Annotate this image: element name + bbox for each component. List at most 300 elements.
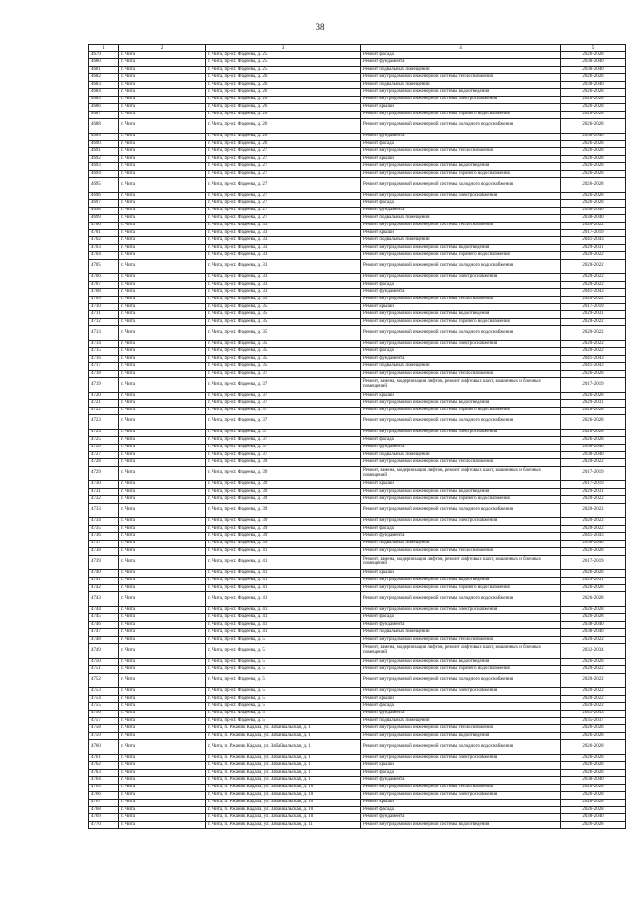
row-number: 4756 [89,710,119,717]
row-number: 4681 [89,66,119,73]
row-number: 4700 [89,222,119,229]
period-cell: 2020-2022 [561,259,626,274]
work-type-cell: Ремонт подвальных помещений [361,540,561,547]
address-cell: г. Чита, пр-кт. Фадеева, д. 41 [206,548,361,555]
table-row [89,695,626,702]
city-cell: г. Чита [119,429,206,436]
table-row [89,732,626,739]
row-number: 4727 [89,451,119,458]
row-number: 4693 [89,163,119,170]
period-cell: 2026-2028 [561,821,626,828]
period-cell: 2020-2022 [561,666,626,673]
work-type-cell: Ремонт внутридомовой инженерной системы горячего водоснабжения [361,407,561,414]
row-number: 4735 [89,525,119,532]
table-row [89,318,626,325]
row-number: 4716 [89,355,119,362]
work-type-cell: Ремонт подвальных помещений [361,718,561,725]
work-type-cell: Ремонт внутридомовой инженерной системы холодного водоснабжения [361,503,561,518]
period-cell: 2026-2028 [561,170,626,177]
work-type-cell: Ремонт подвальных помещений [361,66,561,73]
table-row [89,629,626,636]
city-cell: г. Чита [119,444,206,451]
city-cell: г. Чита [119,784,206,791]
table-row [89,170,626,177]
period-cell: 2026-2028 [561,155,626,162]
address-cell: г. Чита, п. Ржаник Кадала, ул. Забайкальская, д. 1 [206,769,361,776]
city-cell: г. Чита [119,732,206,739]
period-cell: 2038-2040 [561,81,626,88]
table-header-row [89,45,626,52]
table-row [89,621,626,628]
period-cell: 2020-2022 [561,459,626,466]
column-header: 4 [361,45,561,52]
row-number: 4725 [89,437,119,444]
table-row [89,548,626,555]
city-cell: г. Чита [119,148,206,155]
city-cell: г. Чита [119,548,206,555]
work-type-cell: Ремонт внутридомовой инженерной системы теплоснабжения [361,784,561,791]
row-number: 4760 [89,740,119,755]
address-cell: г. Чита, пр-кт. Фадеева, д. 5 [206,636,361,643]
row-number: 4743 [89,592,119,607]
city-cell: г. Чита [119,96,206,103]
table-row [89,799,626,806]
period-cell: 2038-2040 [561,215,626,222]
period-cell: 2026-2028 [561,200,626,207]
address-cell: г. Чита, пр-кт. Фадеева, д. 41 [206,555,361,570]
city-cell: г. Чита [119,252,206,259]
work-type-cell: Ремонт, замена, модернизация лифтов, ремонт лифтовых шахт, машинных и блочных помещений [361,644,561,659]
row-number: 4707 [89,281,119,288]
city-cell: г. Чита [119,111,206,118]
city-cell: г. Чита [119,754,206,761]
address-cell: г. Чита, п. Ржаник Кадала, ул. Забайкальская, д. 10 [206,806,361,813]
row-number: 4758 [89,725,119,732]
city-cell: г. Чита [119,363,206,370]
table-row [89,740,626,755]
table-row [89,200,626,207]
address-cell: г. Чита, пр-кт. Фадеева, д. 5 [206,666,361,673]
work-type-cell: Ремонт фундамента [361,59,561,66]
page-number: 38 [315,22,325,32]
work-type-cell: Ремонт внутридомовой инженерной системы электроснабжения [361,518,561,525]
table-row [89,658,626,665]
address-cell: г. Чита, пр-кт. Фадеева, д. 27 [206,163,361,170]
table-row [89,577,626,584]
row-number: 4729 [89,466,119,481]
period-cell: 2038-2040 [561,621,626,628]
table-row [89,821,626,828]
period-cell: 2038-2040 [561,66,626,73]
city-cell: г. Чита [119,163,206,170]
address-cell: г. Чита, пр-кт. Фадеева, д. 5 [206,718,361,725]
period-cell: 2020-2022 [561,673,626,688]
row-number: 4741 [89,577,119,584]
work-type-cell: Ремонт крыши [361,392,561,399]
address-cell: г. Чита, пр-кт. Фадеева, д. 37 [206,370,361,377]
city-cell: г. Чита [119,555,206,570]
work-type-cell: Ремонт внутридомовой инженерной системы холодного водоснабжения [361,415,561,430]
address-cell: г. Чита, пр-кт. Фадеева, д. 39 [206,518,361,525]
address-cell: г. Чита, пр-кт. Фадеева, д. 35 [206,363,361,370]
period-cell: 2026-2028 [561,104,626,111]
table-row [89,459,626,466]
address-cell: г. Чита, пр-кт. Фадеева, д. 35 [206,340,361,347]
period-cell: 2020-2022 [561,281,626,288]
work-type-cell: Ремонт внутридомовой инженерной системы водоотведения [361,732,561,739]
table-row [89,636,626,643]
period-cell: 2041-2043 [561,363,626,370]
row-number: 4691 [89,148,119,155]
period-cell: 2038-2040 [561,207,626,214]
period-cell: 2020-2022 [561,688,626,695]
city-cell: г. Чита [119,725,206,732]
address-cell: г. Чита, пр-кт. Фадеева, д. 27 [206,200,361,207]
work-type-cell: Ремонт фундамента [361,814,561,821]
table-row [89,118,626,133]
table-row [89,222,626,229]
work-type-cell: Ремонт внутридомовой инженерной системы горячего водоснабжения [361,666,561,673]
address-cell: г. Чита, пр-кт. Фадеева, д. 37 [206,392,361,399]
period-cell: 2026-2028 [561,614,626,621]
work-type-cell: Ремонт фундамента [361,777,561,784]
work-type-cell: Ремонт внутридомовой инженерной системы теплоснабжения [361,548,561,555]
row-number: 4706 [89,274,119,281]
work-type-cell: Ремонт внутридомовой инженерной системы водоотведения [361,400,561,407]
table-row [89,488,626,495]
table-row [89,237,626,244]
row-number: 4698 [89,207,119,214]
table-row [89,466,626,481]
table-row [89,792,626,799]
row-number: 4719 [89,378,119,393]
row-number: 4763 [89,769,119,776]
period-cell: 2035-2037 [561,718,626,725]
table-row [89,725,626,732]
address-cell: г. Чита, п. Ржаник Кадала, ул. Забайкальская, д. 1 [206,732,361,739]
city-cell: г. Чита [119,592,206,607]
table-row [89,644,626,659]
row-number: 4683 [89,81,119,88]
address-cell: г. Чита, пр-кт. Фадеева, д. 37 [206,437,361,444]
address-cell: г. Чита, п. Ржаник Кадала, ул. Забайкальская, д. 1 [206,740,361,755]
row-number: 4745 [89,614,119,621]
address-cell: г. Чита, пр-кт. Фадеева, д. 26 [206,96,361,103]
city-cell: г. Чита [119,577,206,584]
city-cell: г. Чита [119,792,206,799]
period-cell: 2038-2040 [561,814,626,821]
address-cell: г. Чита, пр-кт. Фадеева, д. 26 [206,104,361,111]
work-type-cell: Ремонт внутридомовой инженерной системы холодного водоснабжения [361,326,561,341]
address-cell: г. Чита, пр-кт. Фадеева, д. 35 [206,355,361,362]
city-cell: г. Чита [119,59,206,66]
city-cell: г. Чита [119,740,206,755]
row-number: 4736 [89,533,119,540]
period-cell: 2026-2028 [561,592,626,607]
address-cell: г. Чита, пр-кт. Фадеева, д. 35 [206,348,361,355]
work-type-cell: Ремонт внутридомовой инженерной системы электроснабжения [361,340,561,347]
city-cell: г. Чита [119,81,206,88]
period-cell: 2041-2043 [561,289,626,296]
table-row [89,769,626,776]
work-type-cell: Ремонт фундамента [361,355,561,362]
table-row [89,555,626,570]
address-cell: г. Чита, пр-кт. Фадеева, д. 25 [206,66,361,73]
address-cell: г. Чита, пр-кт. Фадеева, д. 5 [206,688,361,695]
period-cell: 2026-2028 [561,370,626,377]
table-row [89,777,626,784]
city-cell: г. Чита [119,673,206,688]
address-cell: г. Чита, пр-кт. Фадеева, д. 39 [206,540,361,547]
city-cell: г. Чита [119,407,206,414]
work-type-cell: Ремонт подвальных помещений [361,363,561,370]
work-type-cell: Ремонт фундамента [361,289,561,296]
work-type-cell: Ремонт внутридомовой инженерной системы водоотведения [361,577,561,584]
address-cell: г. Чита, пр-кт. Фадеева, д. 5 [206,703,361,710]
row-number: 4708 [89,289,119,296]
table-row [89,400,626,407]
period-cell: 2029-2031 [561,577,626,584]
city-cell: г. Чита [119,296,206,303]
city-cell: г. Чита [119,304,206,311]
city-cell: г. Чита [119,355,206,362]
work-type-cell: Ремонт крыши [361,570,561,577]
address-cell: г. Чита, пр-кт. Фадеева, д. 5 [206,695,361,702]
work-type-cell: Ремонт фундамента [361,533,561,540]
work-type-cell: Ремонт подвальных помещений [361,81,561,88]
city-cell: г. Чита [119,229,206,236]
city-cell: г. Чита [119,192,206,199]
period-cell: 2029-2031 [561,488,626,495]
city-cell: г. Чита [119,799,206,806]
row-number: 4748 [89,636,119,643]
city-cell: г. Чита [119,658,206,665]
city-cell: г. Чита [119,821,206,828]
period-cell: 2020-2022 [561,695,626,702]
table-row [89,104,626,111]
table-row [89,340,626,347]
period-cell: 2032-2034 [561,644,626,659]
row-number: 4714 [89,340,119,347]
table-row [89,207,626,214]
row-number: 4753 [89,688,119,695]
period-cell: 2020-2022 [561,703,626,710]
work-type-cell: Ремонт внутридомовой инженерной системы электроснабжения [361,607,561,614]
city-cell: г. Чита [119,392,206,399]
row-number: 4747 [89,629,119,636]
work-type-cell: Ремонт внутридомовой инженерной системы водоотведения [361,311,561,318]
city-cell: г. Чита [119,710,206,717]
table-row [89,192,626,199]
address-cell: г. Чита, пр-кт. Фадеева, д. 33 [206,259,361,274]
work-type-cell: Ремонт внутридомовой инженерной системы электроснабжения [361,96,561,103]
table-row [89,111,626,118]
address-cell: г. Чита, пр-кт. Фадеева, д. 26 [206,118,361,133]
address-cell: г. Чита, пр-кт. Фадеева, д. 27 [206,148,361,155]
row-number: 4717 [89,363,119,370]
city-cell: г. Чита [119,533,206,540]
period-cell: 2029-2031 [561,400,626,407]
address-cell: г. Чита, пр-кт. Фадеева, д. 33 [206,237,361,244]
row-number: 4737 [89,540,119,547]
work-type-cell: Ремонт внутридомовой инженерной системы теплоснабжения [361,636,561,643]
row-number: 4701 [89,229,119,236]
address-cell: г. Чита, пр-кт. Фадеева, д. 35 [206,318,361,325]
address-cell: г. Чита, п. Ржаник Кадала, ул. Забайкальская, д. 1 [206,725,361,732]
row-number: 4721 [89,400,119,407]
period-cell: 2026-2028 [561,140,626,147]
table-row [89,429,626,436]
city-cell: г. Чита [119,437,206,444]
address-cell: г. Чита, пр-кт. Фадеева, д. 39 [206,496,361,503]
period-cell: 2026-2028 [561,792,626,799]
period-cell: 2017-2019 [561,304,626,311]
table-row [89,673,626,688]
address-cell: г. Чита, пр-кт. Фадеева, д. 37 [206,415,361,430]
work-type-cell: Ремонт внутридомовой инженерной системы горячего водоснабжения [361,496,561,503]
address-cell: г. Чита, пр-кт. Фадеева, д. 35 [206,311,361,318]
city-cell: г. Чита [119,370,206,377]
row-number: 4679 [89,52,119,59]
table-row [89,570,626,577]
period-cell: 2026-2028 [561,415,626,430]
table-row [89,96,626,103]
period-cell: 2026-2028 [561,118,626,133]
row-number: 4766 [89,792,119,799]
period-cell: 2017-2019 [561,481,626,488]
city-cell: г. Чита [119,621,206,628]
table-row [89,311,626,318]
table-row [89,378,626,393]
city-cell: г. Чита [119,326,206,341]
work-type-cell: Ремонт фасада [361,703,561,710]
row-number: 4755 [89,703,119,710]
period-cell: 2026-2028 [561,111,626,118]
work-type-cell: Ремонт фасада [361,437,561,444]
city-cell: г. Чита [119,584,206,591]
row-number: 4694 [89,170,119,177]
city-cell: г. Чита [119,178,206,193]
address-cell: г. Чита, пр-кт. Фадеева, д. 39 [206,503,361,518]
table-row [89,784,626,791]
table-row [89,481,626,488]
period-cell: 2020-2022 [561,503,626,518]
period-cell: 2041-2043 [561,710,626,717]
address-cell: г. Чита, пр-кт. Фадеева, д. 37 [206,400,361,407]
period-cell: 2026-2028 [561,762,626,769]
city-cell: г. Чита [119,769,206,776]
row-number: 4713 [89,326,119,341]
city-cell: г. Чита [119,614,206,621]
work-type-cell: Ремонт фасада [361,281,561,288]
row-number: 4702 [89,237,119,244]
row-number: 4722 [89,407,119,414]
table-row [89,392,626,399]
table-row [89,614,626,621]
period-cell: 2026-2028 [561,548,626,555]
table-row [89,148,626,155]
period-cell: 2026-2028 [561,607,626,614]
row-number: 4695 [89,178,119,193]
table-row [89,296,626,303]
row-number: 4685 [89,96,119,103]
row-number: 4767 [89,799,119,806]
table-row [89,229,626,236]
period-cell: 2020-2022 [561,525,626,532]
city-cell: г. Чита [119,281,206,288]
work-type-cell: Ремонт внутридомовой инженерной системы водоотведения [361,163,561,170]
period-cell: 2026-2028 [561,754,626,761]
table-row [89,525,626,532]
work-type-cell: Ремонт внутридомовой инженерной системы теплоснабжения [361,459,561,466]
row-number: 4764 [89,777,119,784]
row-number: 4723 [89,415,119,430]
row-number: 4769 [89,814,119,821]
city-cell: г. Чита [119,777,206,784]
period-cell: 2026-2028 [561,806,626,813]
period-cell: 2026-2028 [561,799,626,806]
table-row [89,178,626,193]
address-cell: г. Чита, пр-кт. Фадеева, д. 26 [206,140,361,147]
address-cell: г. Чита, пр-кт. Фадеева, д. 27 [206,192,361,199]
city-cell: г. Чита [119,496,206,503]
work-type-cell: Ремонт внутридомовой инженерной системы холодного водоснабжения [361,178,561,193]
work-type-cell: Ремонт внутридомовой инженерной системы водоотведения [361,658,561,665]
table-row [89,289,626,296]
address-cell: г. Чита, пр-кт. Фадеева, д. 25 [206,59,361,66]
address-cell: г. Чита, пр-кт. Фадеева, д. 33 [206,229,361,236]
address-cell: г. Чита, пр-кт. Фадеева, д. 37 [206,378,361,393]
address-cell: г. Чита, п. Ржаник Кадала, ул. Забайкальская, д. 10 [206,792,361,799]
city-cell: г. Чита [119,703,206,710]
period-cell: 2026-2028 [561,392,626,399]
address-cell: г. Чита, пр-кт. Фадеева, д. 26 [206,81,361,88]
city-cell: г. Чита [119,244,206,251]
column-header: 2 [119,45,206,52]
table-row [89,444,626,451]
row-number: 4711 [89,311,119,318]
period-cell: 2026-2028 [561,52,626,59]
work-type-cell: Ремонт внутридомовой инженерной системы горячего водоснабжения [361,170,561,177]
table-row [89,252,626,259]
work-type-cell: Ремонт внутридомовой инженерной системы теплоснабжения [361,725,561,732]
address-cell: г. Чита, пр-кт. Фадеева, д. 5 [206,673,361,688]
row-number: 4730 [89,481,119,488]
row-number: 4752 [89,673,119,688]
work-type-cell: Ремонт внутридомовой инженерной системы горячего водоснабжения [361,111,561,118]
work-type-cell: Ремонт внутридомовой инженерной системы холодного водоснабжения [361,118,561,133]
period-cell: 2020-2022 [561,496,626,503]
period-cell: 2026-2028 [561,96,626,103]
city-cell: г. Чита [119,318,206,325]
period-cell: 2020-2022 [561,222,626,229]
work-type-cell: Ремонт фасада [361,52,561,59]
table-row [89,244,626,251]
work-type-cell: Ремонт внутридомовой инженерной системы водоотведения [361,488,561,495]
column-header: 1 [89,45,119,52]
work-type-cell: Ремонт внутридомовой инженерной системы теплоснабжения [361,222,561,229]
period-cell: 2041-2043 [561,355,626,362]
period-cell: 2026-2028 [561,429,626,436]
table-row [89,666,626,673]
row-number: 4680 [89,59,119,66]
city-cell: г. Чита [119,695,206,702]
work-type-cell: Ремонт внутридомовой инженерной системы горячего водоснабжения [361,584,561,591]
work-type-cell: Ремонт, замена, модернизация лифтов, ремонт лифтовых шахт, машинных и блочных помещений [361,466,561,481]
work-type-cell: Ремонт внутридомовой инженерной системы холодного водоснабжения [361,592,561,607]
row-number: 4692 [89,155,119,162]
address-cell: г. Чита, пр-кт. Фадеева, д. 27 [206,170,361,177]
